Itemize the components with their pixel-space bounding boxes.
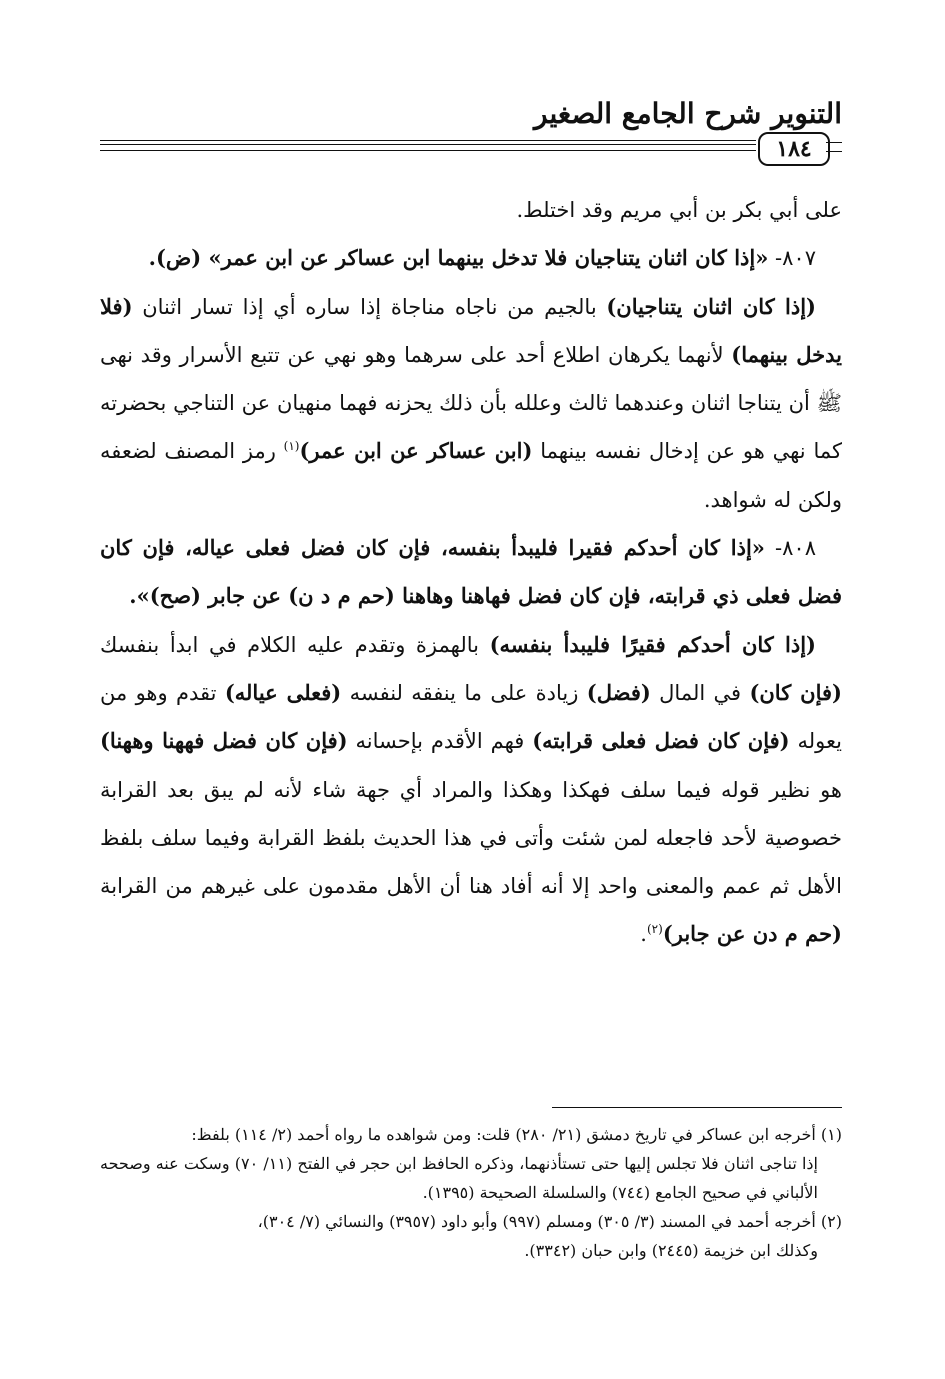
page-header [100, 94, 842, 174]
commentary-text: زيادة على ما ينفقه لنفسه [349, 680, 579, 705]
hadith-text: «إذا كان اثنان يتناجيان فلا تدخل بينهما ابن عساكر عن ابن عمر» (ض). [148, 245, 769, 271]
hadith-808 [100, 524, 842, 621]
footnote-text: إذا تناجى اثنان فلا تجلس إليها حتى تستأذنهما، وذكره الحافظ ابن حجر في الفتح (١١/ ٧٠) وسكت عنه وصححه الألباني في صحيح الجامع (٧٤٤) والسلسلة الصحيحة (١٣٩٥). [100, 1154, 818, 1202]
commentary-text: هو نظير قوله فيما سلف فهكذا وهكذا والمراد أي جهة شاء لأنه لم يبق بعد القرابة خصوصية لأحد فاجعله لمن شئت وأتى في هذا الحديث بلفظ القرابة وفيما سلف بلفظ الأهل ثم عمم والمعنى واحد إلا أنه أفاد هنا أن الأهل مقدمون على غيرهم من القرابة [100, 777, 842, 899]
commentary-text: . [640, 922, 647, 947]
text-line: على أبي بكر بن أبي مريم وقد اختلط. [516, 198, 842, 222]
footnote-rule [552, 1107, 842, 1108]
commentary-807 [100, 283, 842, 524]
header-rule-double [100, 140, 756, 145]
quoted-phrase: (فإن كان فضل فعلى قرابته) [532, 728, 790, 754]
commentary-text: تقدم وهو من يعوله [100, 680, 842, 754]
quoted-phrase: (فعلى عياله) [224, 679, 342, 705]
hadith-number: ٨٠٨- [775, 536, 816, 561]
commentary-text: بالجيم من ناجاه مناجاة إذا ساره أي إذا تسار اثنان [142, 294, 597, 319]
quoted-phrase: (ابن عساكر عن ابن عمر) [299, 438, 533, 464]
quoted-phrase: (فلا يدخل بينهما) [100, 293, 842, 367]
paragraph-continuation [100, 186, 842, 234]
hadith-807 [100, 234, 842, 282]
hadith-text: «إذا كان أحدكم فقيرا فليبدأ بنفسه، فإن كان فضل فعلى عياله، فإن كان فضل فعلى ذي قرابته، فإن كان فضل فهاهنا وهاهنا (حم م د ن) عن جابر (صح)». [100, 535, 842, 609]
quoted-phrase: (فإن كان) [749, 679, 842, 705]
footnote-text: (٢) أخرجه أحمد في المسند (٣/ ٣٠٥) ومسلم (٩٩٧) وأبو داود (٣٩٥٧) والنسائي (٧/ ٣٠٤)، [257, 1212, 842, 1231]
quoted-phrase: (إذا كان أحدكم فقيرًا فليبدأ بنفسه) [489, 631, 816, 657]
commentary-text: بالهمزة وتقدم عليه الكلام في ابدأ بنفسك [100, 632, 479, 657]
footnote-2 [100, 1207, 842, 1236]
commentary-text: لأنهما يكرهان اطلاع أحد على سرهما وهو نهي عن تتبع الأسرار وقد نهى ﷺ أن يتناجا اثنان وعندهما ثالث وعلله بأن ذلك يحزنه فهما منهيان عن التناجي بحضرته كما نهي هو عن إدخال نفسه بينهما [100, 342, 842, 464]
quoted-phrase: (حم م دن عن جابر) [662, 921, 842, 947]
quoted-phrase: (إذا كان اثنان يتناجيان) [606, 293, 816, 319]
page-number: ١٨٤ [758, 132, 830, 166]
footnote-text: (١) أخرجه ابن عساكر في تاريخ دمشق (٢١/ ٢٨٠) قلت: ومن شواهده ما رواه أحمد (٢/ ١١٤) بلفظ: [191, 1125, 842, 1144]
footnote-1 [100, 1120, 842, 1149]
commentary-text: في المال [659, 680, 742, 705]
commentary-808 [100, 621, 842, 959]
quoted-phrase: (فإن كان فضل فههنا وههنا) [100, 728, 348, 754]
header-rule [100, 150, 756, 151]
footnote-ref[interactable]: (١) [283, 439, 300, 454]
footnote-2-continuation [100, 1236, 842, 1265]
footnote-ref[interactable]: (٢) [646, 922, 663, 937]
header-rule-end [826, 142, 842, 152]
footnote-text: وكذلك ابن خزيمة (٢٤٤٥) وابن حبان (٣٣٤٢). [524, 1241, 818, 1260]
quoted-phrase: (فضل) [586, 679, 651, 705]
footnotes [100, 1120, 842, 1265]
footnote-1-continuation [100, 1149, 842, 1207]
hadith-number: ٨٠٧- [775, 246, 816, 271]
commentary-text: فهم الأقدم بإحسانه [355, 729, 525, 754]
commentary-text: رمز المصنف لضعفه ولكن له شواهد. [100, 439, 842, 512]
main-text [100, 186, 842, 959]
book-title: التنوير شرح الجامع الصغير [534, 97, 842, 130]
